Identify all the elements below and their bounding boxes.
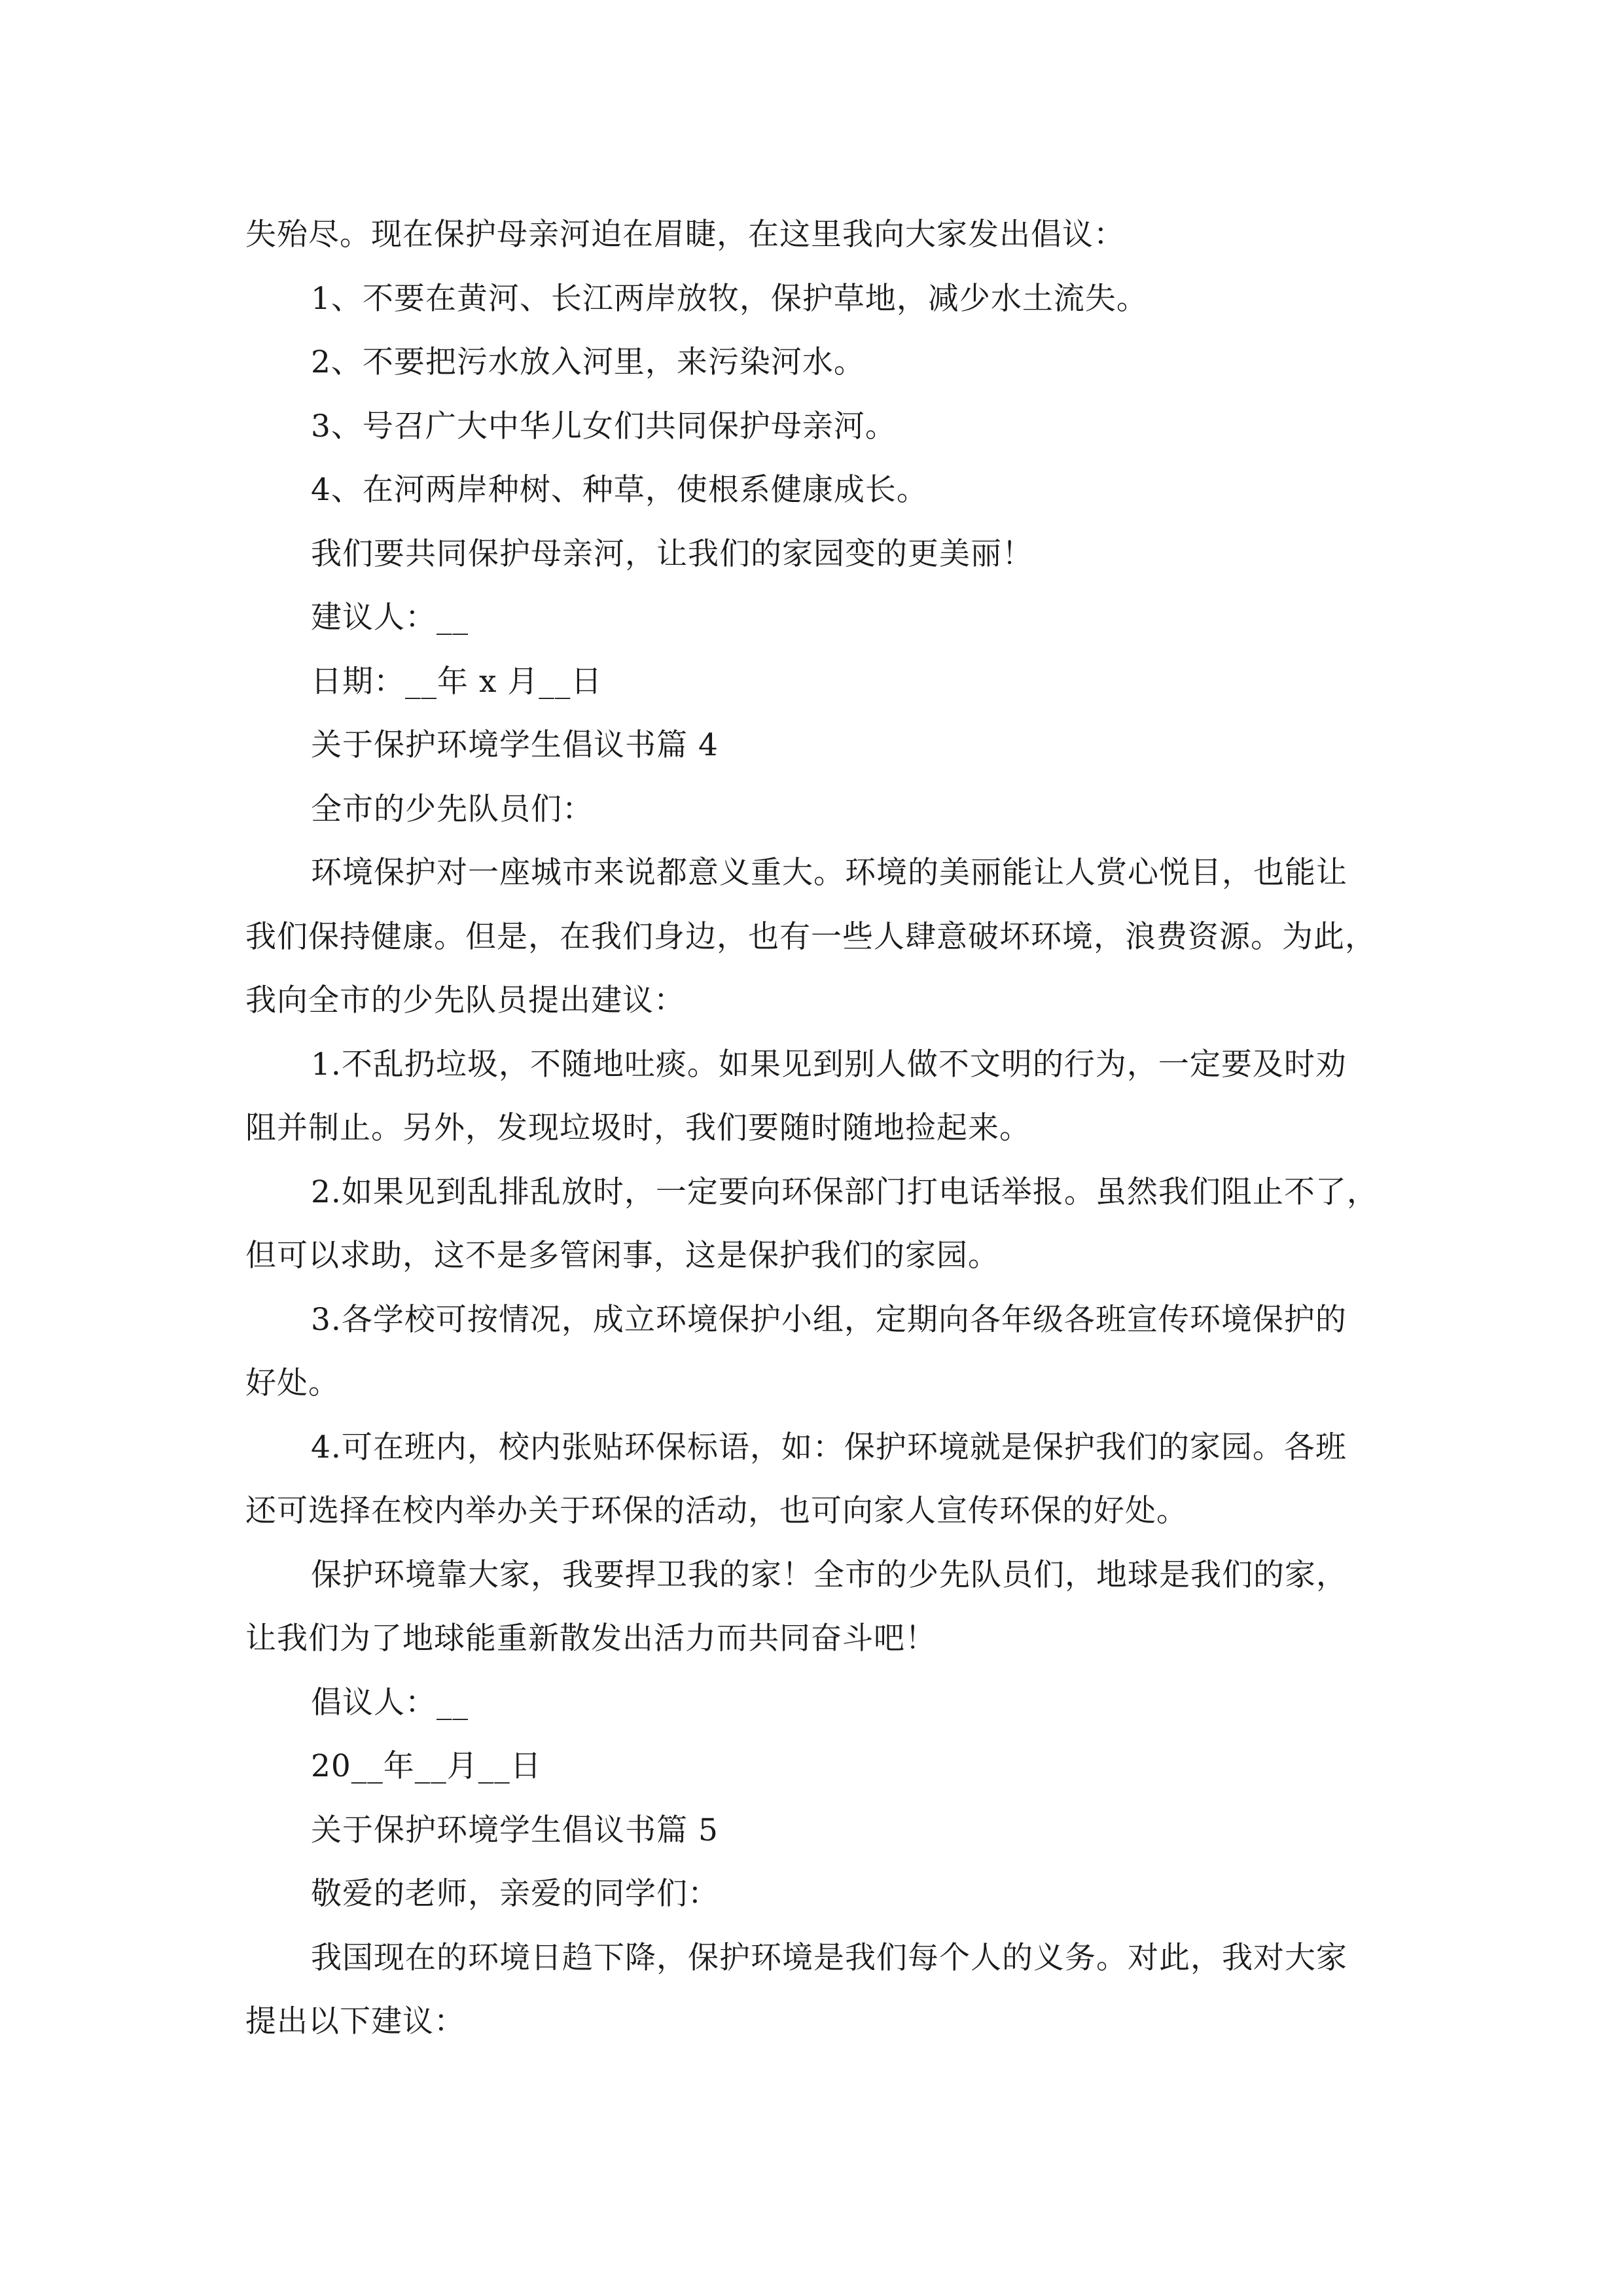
list-item-continuation: 但可以求助，这不是多管闲事，这是保护我们的家园。 (245, 1238, 999, 1274)
paragraph-line: 环境保护对一座城市来说都意义重大。环境的美丽能让人赏心悦目，也能让 (311, 855, 1347, 891)
paragraph-line: 我们保持健康。但是，在我们身边，也有一些人肆意破坏环境，浪费资源。为此， (245, 918, 1376, 955)
list-item-continuation: 好处。 (245, 1365, 340, 1401)
proposer-line: 建议人：__ (311, 600, 469, 636)
list-item: 4、在河两岸种树、种草，使根系健康成长。 (311, 472, 928, 508)
date-line: 20__年__月__日 (311, 1748, 542, 1784)
date-line: 日期：__年 x 月__日 (311, 663, 603, 700)
list-item: 2.如果见到乱排乱放时，一定要向环保部门打电话举报。虽然我们阻止不了， (311, 1174, 1378, 1210)
salutation: 全市的少先队员们： (311, 791, 594, 827)
list-item: 1、不要在黄河、长江两岸放牧，保护草地，减少水土流失。 (311, 280, 1148, 317)
salutation: 敬爱的老师，亲爱的同学们： (311, 1876, 719, 1912)
proposer-line: 倡议人：__ (311, 1684, 469, 1721)
list-item: 3、号召广大中华儿女们共同保护母亲河。 (311, 408, 897, 444)
list-item: 2、不要把污水放入河里，来污染河水。 (311, 344, 865, 380)
document-body (245, 203, 1384, 2054)
list-item: 3.各学校可按情况，成立环境保护小组，定期向各年级各班宣传环境保护的 (311, 1301, 1347, 1338)
list-item: 4.可在班内，校内张贴环保标语，如：保护环境就是保护我们的家园。各班 (311, 1429, 1347, 1465)
paragraph-line: 失殆尽。现在保护母亲河迫在眉睫，在这里我向大家发出倡议： (245, 217, 1125, 253)
list-item-continuation: 阻并制止。另外，发现垃圾时，我们要随时随地捡起来。 (245, 1110, 1031, 1146)
paragraph-line: 我国现在的环境日趋下降，保护环境是我们每个人的义务。对此，我对大家 (311, 1939, 1347, 1976)
list-item: 1.不乱扔垃圾，不随地吐痰。如果见到别人做不文明的行为，一定要及时劝 (311, 1046, 1347, 1083)
list-item-continuation: 还可选择在校内举办关于环保的活动，也可向家人宣传环保的好处。 (245, 1493, 1188, 1529)
paragraph-line: 我们要共同保护母亲河，让我们的家园变的更美丽！ (311, 535, 1033, 572)
paragraph-line: 让我们为了地球能重新散发出活力而共同奋斗吧！ (245, 1621, 936, 1657)
section-heading: 关于保护环境学生倡议书篇 5 (311, 1812, 719, 1848)
paragraph-line: 保护环境靠大家，我要捍卫我的家！全市的少先队员们，地球是我们的家， (311, 1556, 1347, 1593)
paragraph-line: 提出以下建议： (245, 2003, 465, 2039)
section-heading: 关于保护环境学生倡议书篇 4 (311, 727, 719, 763)
paragraph-line: 我向全市的少先队员提出建议： (245, 982, 685, 1018)
